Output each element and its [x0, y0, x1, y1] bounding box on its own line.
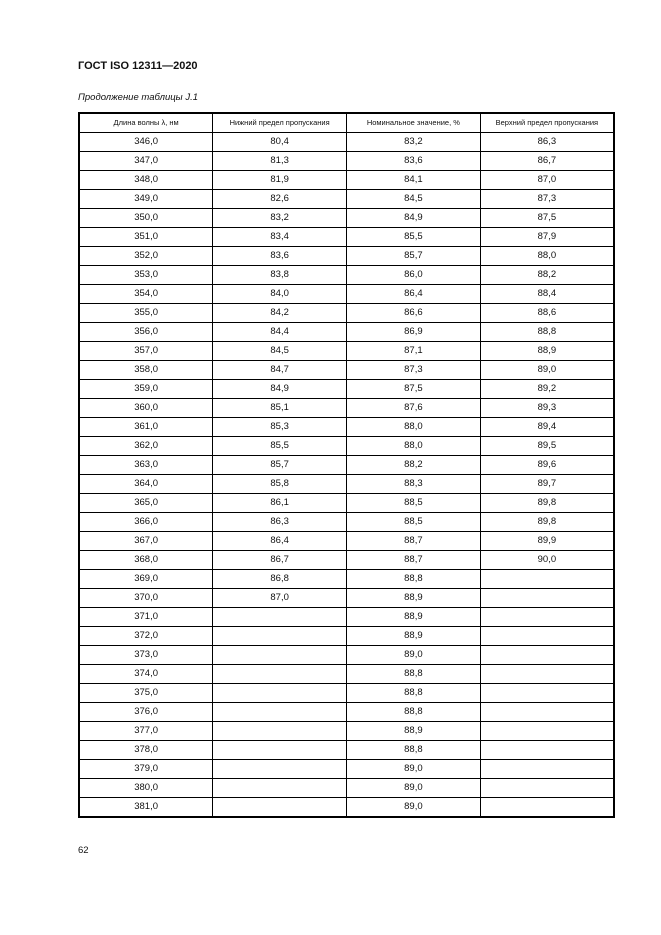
- table-row: [79, 380, 614, 399]
- cell-lower-limit: 86,8: [213, 570, 347, 589]
- cell-nominal: 89,0: [347, 779, 481, 798]
- cell-upper-limit: [480, 741, 614, 760]
- cell-wavelength: 369,0: [79, 570, 213, 589]
- cell-wavelength: 376,0: [79, 703, 213, 722]
- cell-upper-limit: [480, 570, 614, 589]
- cell-nominal: 87,3: [347, 361, 481, 380]
- table-row: [79, 285, 614, 304]
- table-row: [79, 171, 614, 190]
- cell-lower-limit: [213, 608, 347, 627]
- table-row: [79, 570, 614, 589]
- cell-lower-limit: [213, 627, 347, 646]
- cell-lower-limit: 81,3: [213, 152, 347, 171]
- cell-wavelength: 380,0: [79, 779, 213, 798]
- cell-upper-limit: 89,5: [480, 437, 614, 456]
- table-row: [79, 684, 614, 703]
- cell-upper-limit: 89,3: [480, 399, 614, 418]
- cell-upper-limit: 89,2: [480, 380, 614, 399]
- cell-upper-limit: 87,9: [480, 228, 614, 247]
- cell-wavelength: 356,0: [79, 323, 213, 342]
- cell-wavelength: 352,0: [79, 247, 213, 266]
- cell-lower-limit: 87,0: [213, 589, 347, 608]
- cell-lower-limit: [213, 760, 347, 779]
- cell-nominal: 84,5: [347, 190, 481, 209]
- cell-lower-limit: 85,3: [213, 418, 347, 437]
- cell-nominal: 88,8: [347, 741, 481, 760]
- cell-lower-limit: 81,9: [213, 171, 347, 190]
- cell-nominal: 88,8: [347, 570, 481, 589]
- cell-upper-limit: 88,0: [480, 247, 614, 266]
- cell-upper-limit: [480, 646, 614, 665]
- cell-nominal: 89,0: [347, 646, 481, 665]
- cell-wavelength: 354,0: [79, 285, 213, 304]
- table-row: [79, 418, 614, 437]
- cell-nominal: 86,6: [347, 304, 481, 323]
- cell-nominal: 84,1: [347, 171, 481, 190]
- cell-wavelength: 370,0: [79, 589, 213, 608]
- cell-upper-limit: [480, 684, 614, 703]
- cell-wavelength: 362,0: [79, 437, 213, 456]
- cell-nominal: 87,6: [347, 399, 481, 418]
- cell-wavelength: 347,0: [79, 152, 213, 171]
- cell-wavelength: 353,0: [79, 266, 213, 285]
- table-row: [79, 703, 614, 722]
- cell-lower-limit: 83,8: [213, 266, 347, 285]
- cell-upper-limit: 88,6: [480, 304, 614, 323]
- cell-lower-limit: 84,7: [213, 361, 347, 380]
- cell-lower-limit: 86,1: [213, 494, 347, 513]
- cell-upper-limit: [480, 760, 614, 779]
- cell-lower-limit: 84,4: [213, 323, 347, 342]
- cell-lower-limit: 82,6: [213, 190, 347, 209]
- cell-lower-limit: 85,8: [213, 475, 347, 494]
- cell-wavelength: 358,0: [79, 361, 213, 380]
- cell-upper-limit: 89,8: [480, 494, 614, 513]
- table-row: [79, 304, 614, 323]
- table-row: [79, 133, 614, 152]
- cell-nominal: 85,5: [347, 228, 481, 247]
- cell-upper-limit: [480, 779, 614, 798]
- cell-nominal: 89,0: [347, 760, 481, 779]
- cell-lower-limit: [213, 684, 347, 703]
- table-row: [79, 608, 614, 627]
- table-row: [79, 513, 614, 532]
- cell-wavelength: 364,0: [79, 475, 213, 494]
- table-row: [79, 323, 614, 342]
- cell-wavelength: 361,0: [79, 418, 213, 437]
- table-row: [79, 456, 614, 475]
- cell-upper-limit: 86,7: [480, 152, 614, 171]
- cell-wavelength: 375,0: [79, 684, 213, 703]
- cell-nominal: 88,8: [347, 703, 481, 722]
- table-row: [79, 741, 614, 760]
- cell-wavelength: 373,0: [79, 646, 213, 665]
- table-row: [79, 228, 614, 247]
- cell-upper-limit: 86,3: [480, 133, 614, 152]
- cell-nominal: 88,9: [347, 589, 481, 608]
- cell-wavelength: 351,0: [79, 228, 213, 247]
- header-upper-limit: Верхний предел пропускания: [480, 113, 614, 133]
- cell-wavelength: 367,0: [79, 532, 213, 551]
- cell-nominal: 88,9: [347, 722, 481, 741]
- cell-lower-limit: [213, 665, 347, 684]
- cell-lower-limit: 86,4: [213, 532, 347, 551]
- cell-nominal: 84,9: [347, 209, 481, 228]
- cell-upper-limit: 87,0: [480, 171, 614, 190]
- cell-lower-limit: 86,3: [213, 513, 347, 532]
- cell-wavelength: 348,0: [79, 171, 213, 190]
- cell-upper-limit: 89,0: [480, 361, 614, 380]
- cell-nominal: 83,6: [347, 152, 481, 171]
- cell-nominal: 83,2: [347, 133, 481, 152]
- transmission-table: [78, 112, 615, 818]
- table-row: [79, 760, 614, 779]
- cell-lower-limit: [213, 779, 347, 798]
- cell-lower-limit: 84,0: [213, 285, 347, 304]
- cell-nominal: 88,9: [347, 627, 481, 646]
- document-title: ГОСТ ISO 12311—2020: [78, 60, 198, 72]
- table-row: [79, 437, 614, 456]
- cell-wavelength: 371,0: [79, 608, 213, 627]
- cell-nominal: 88,0: [347, 437, 481, 456]
- cell-wavelength: 378,0: [79, 741, 213, 760]
- cell-lower-limit: 84,5: [213, 342, 347, 361]
- cell-nominal: 87,1: [347, 342, 481, 361]
- cell-lower-limit: 83,6: [213, 247, 347, 266]
- cell-nominal: 87,5: [347, 380, 481, 399]
- cell-wavelength: 381,0: [79, 798, 213, 818]
- cell-upper-limit: [480, 703, 614, 722]
- cell-upper-limit: [480, 722, 614, 741]
- cell-nominal: 85,7: [347, 247, 481, 266]
- table-row: [79, 532, 614, 551]
- cell-upper-limit: 87,5: [480, 209, 614, 228]
- cell-upper-limit: [480, 665, 614, 684]
- cell-upper-limit: 90,0: [480, 551, 614, 570]
- cell-lower-limit: 85,7: [213, 456, 347, 475]
- cell-wavelength: 363,0: [79, 456, 213, 475]
- cell-wavelength: 359,0: [79, 380, 213, 399]
- cell-lower-limit: 83,4: [213, 228, 347, 247]
- table-row: [79, 551, 614, 570]
- cell-wavelength: 355,0: [79, 304, 213, 323]
- cell-lower-limit: [213, 703, 347, 722]
- cell-upper-limit: 89,6: [480, 456, 614, 475]
- table-caption: Продолжение таблицы J.1: [78, 92, 198, 103]
- table-row: [79, 627, 614, 646]
- cell-lower-limit: 84,2: [213, 304, 347, 323]
- cell-wavelength: 377,0: [79, 722, 213, 741]
- cell-nominal: 89,0: [347, 798, 481, 818]
- cell-nominal: 88,9: [347, 608, 481, 627]
- table-row: [79, 665, 614, 684]
- cell-wavelength: 350,0: [79, 209, 213, 228]
- cell-lower-limit: [213, 798, 347, 818]
- cell-lower-limit: 84,9: [213, 380, 347, 399]
- cell-wavelength: 368,0: [79, 551, 213, 570]
- cell-wavelength: 379,0: [79, 760, 213, 779]
- table-header-row: [79, 113, 614, 133]
- table-row: [79, 646, 614, 665]
- cell-wavelength: 360,0: [79, 399, 213, 418]
- table-row: [79, 589, 614, 608]
- cell-upper-limit: 89,8: [480, 513, 614, 532]
- cell-nominal: 88,7: [347, 532, 481, 551]
- cell-lower-limit: [213, 646, 347, 665]
- cell-nominal: 88,8: [347, 684, 481, 703]
- cell-upper-limit: [480, 798, 614, 818]
- cell-upper-limit: [480, 608, 614, 627]
- table-row: [79, 798, 614, 818]
- cell-lower-limit: 83,2: [213, 209, 347, 228]
- table-row: [79, 399, 614, 418]
- header-wavelength: Длина волны λ, нм: [79, 113, 213, 133]
- cell-wavelength: 374,0: [79, 665, 213, 684]
- header-nominal: Номинальное значение, %: [347, 113, 481, 133]
- cell-nominal: 88,5: [347, 513, 481, 532]
- cell-wavelength: 365,0: [79, 494, 213, 513]
- table-row: [79, 190, 614, 209]
- cell-upper-limit: 88,9: [480, 342, 614, 361]
- cell-lower-limit: 80,4: [213, 133, 347, 152]
- cell-wavelength: 372,0: [79, 627, 213, 646]
- table-row: [79, 209, 614, 228]
- cell-wavelength: 346,0: [79, 133, 213, 152]
- table-row: [79, 475, 614, 494]
- cell-nominal: 88,8: [347, 665, 481, 684]
- table-row: [79, 361, 614, 380]
- table-row: [79, 722, 614, 741]
- cell-upper-limit: 87,3: [480, 190, 614, 209]
- cell-upper-limit: 88,4: [480, 285, 614, 304]
- cell-nominal: 86,9: [347, 323, 481, 342]
- table-row: [79, 779, 614, 798]
- cell-upper-limit: 88,8: [480, 323, 614, 342]
- cell-upper-limit: 88,2: [480, 266, 614, 285]
- cell-wavelength: 349,0: [79, 190, 213, 209]
- cell-nominal: 88,0: [347, 418, 481, 437]
- cell-nominal: 88,2: [347, 456, 481, 475]
- table-row: [79, 152, 614, 171]
- table-row: [79, 494, 614, 513]
- cell-lower-limit: 85,1: [213, 399, 347, 418]
- cell-upper-limit: [480, 589, 614, 608]
- header-lower-limit: Нижний предел пропускания: [213, 113, 347, 133]
- cell-lower-limit: 86,7: [213, 551, 347, 570]
- cell-nominal: 88,3: [347, 475, 481, 494]
- cell-wavelength: 366,0: [79, 513, 213, 532]
- cell-nominal: 88,5: [347, 494, 481, 513]
- cell-nominal: 88,7: [347, 551, 481, 570]
- cell-wavelength: 357,0: [79, 342, 213, 361]
- cell-lower-limit: [213, 741, 347, 760]
- table-row: [79, 247, 614, 266]
- table-row: [79, 342, 614, 361]
- cell-upper-limit: 89,4: [480, 418, 614, 437]
- page-number: 62: [78, 845, 89, 856]
- cell-upper-limit: [480, 627, 614, 646]
- cell-nominal: 86,4: [347, 285, 481, 304]
- cell-nominal: 86,0: [347, 266, 481, 285]
- cell-upper-limit: 89,9: [480, 532, 614, 551]
- table-row: [79, 266, 614, 285]
- cell-lower-limit: [213, 722, 347, 741]
- cell-upper-limit: 89,7: [480, 475, 614, 494]
- cell-lower-limit: 85,5: [213, 437, 347, 456]
